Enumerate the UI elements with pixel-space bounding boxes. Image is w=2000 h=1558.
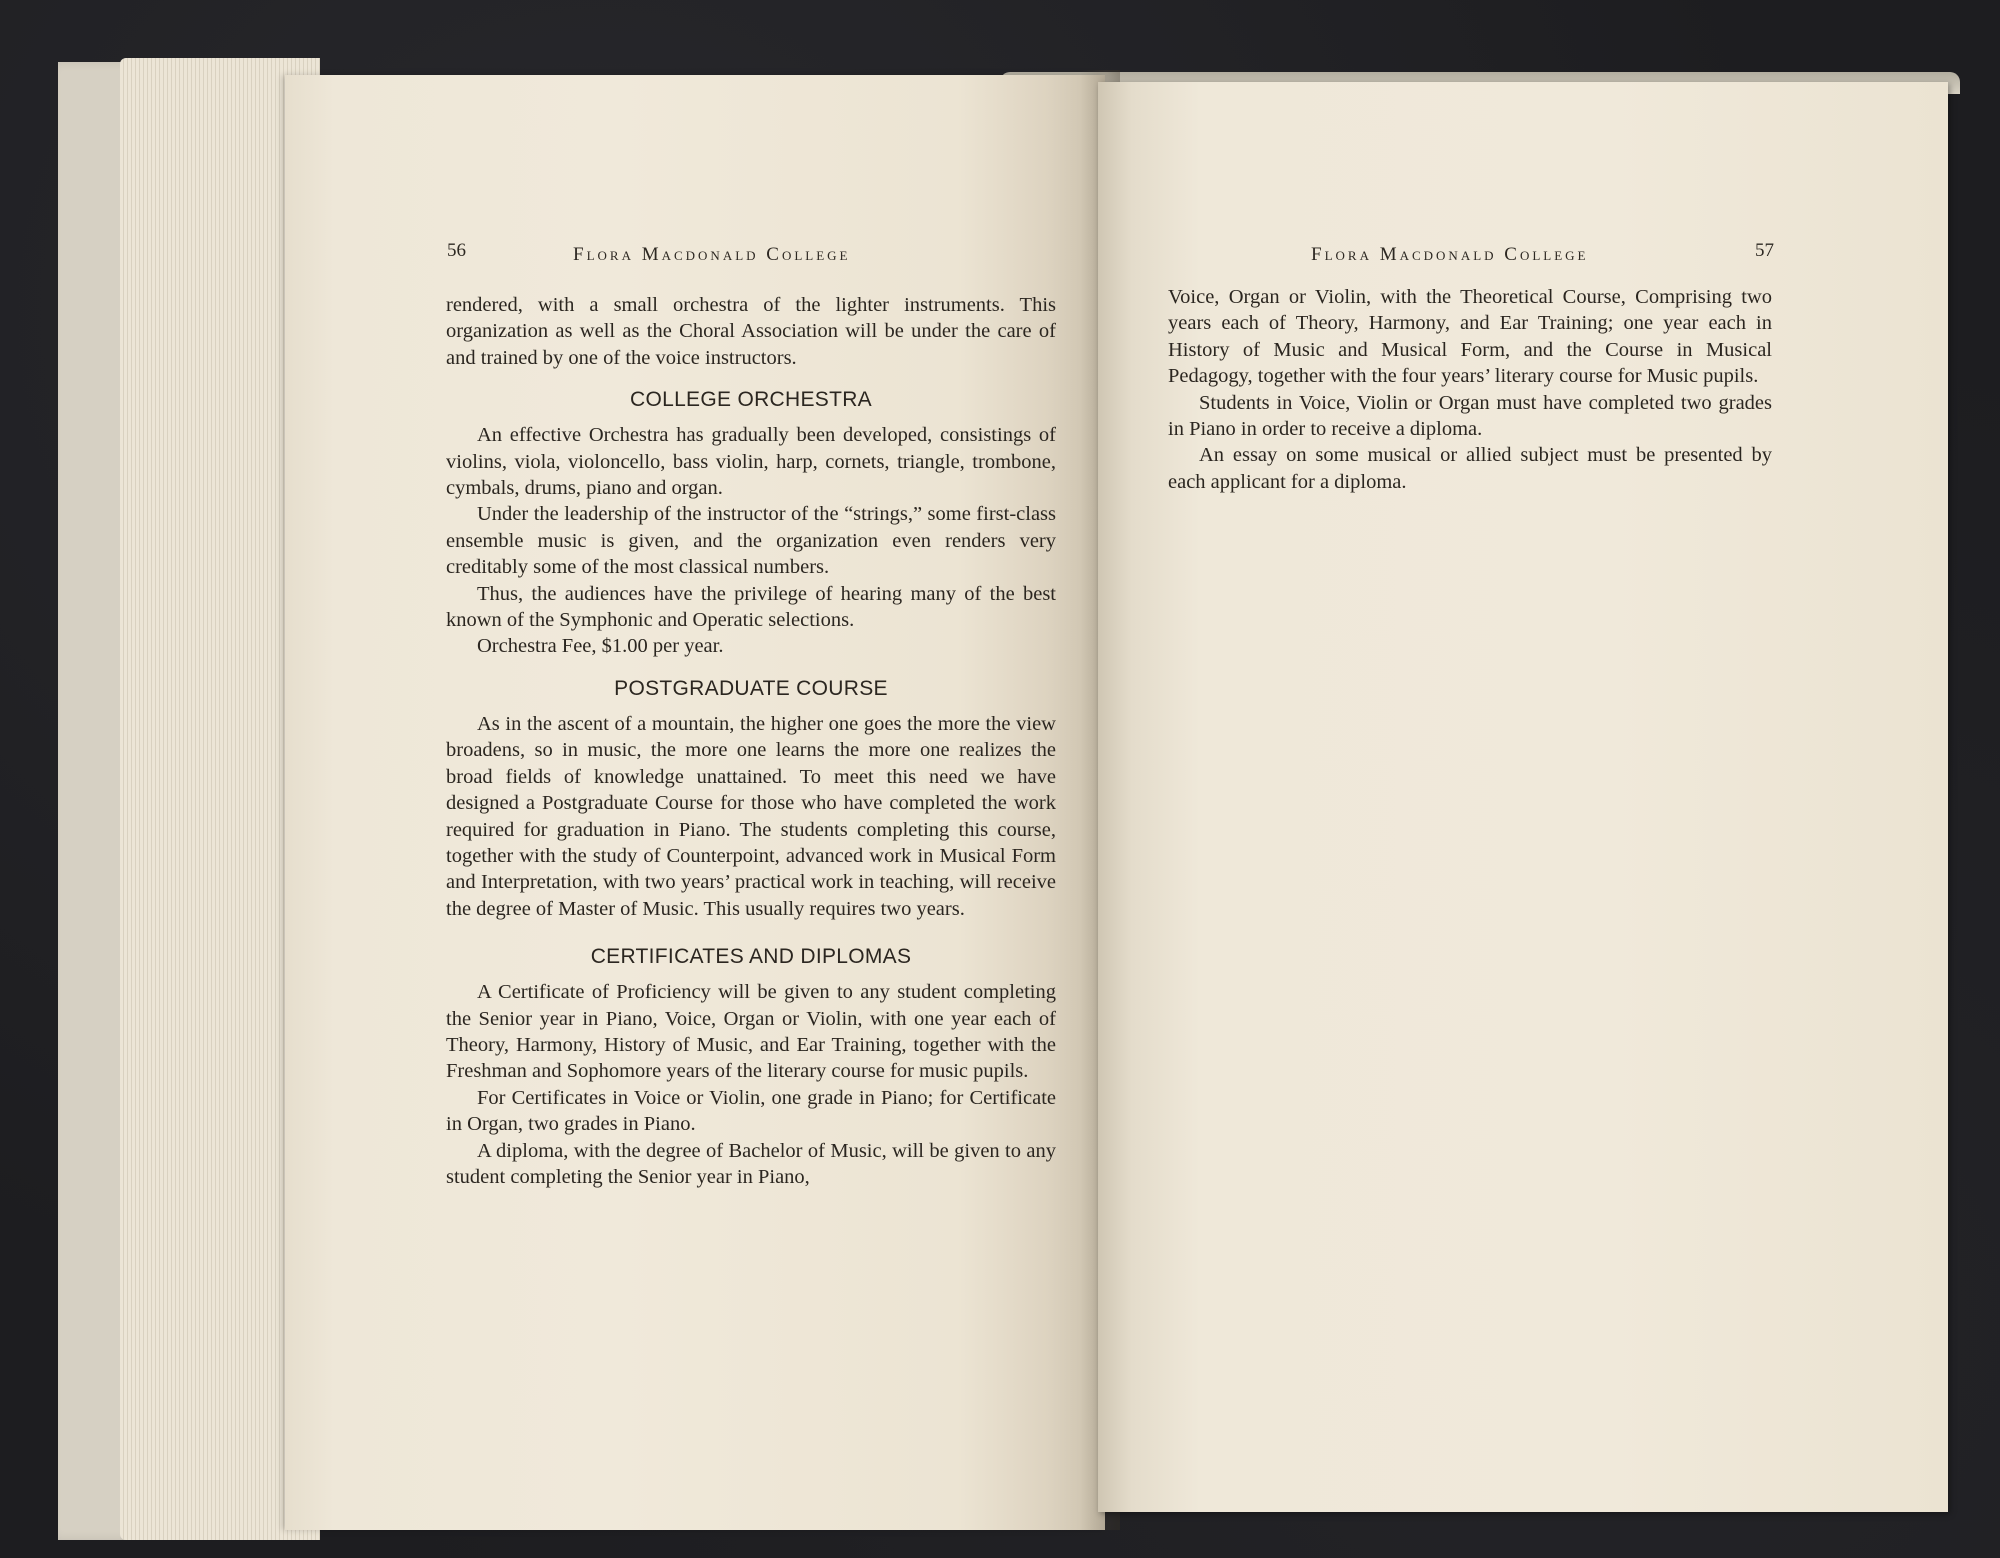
right-page-number: 57 (1755, 240, 1774, 261)
certificates-paragraph-1: A Certificate of Proficiency will be given to any student completing the Senior year in Piano, Voice, Organ or Violin, with one year each of Theory, Harmony, History of Music, and Ear Training, together with the Freshman and Sophomore years of the literary course for music pupils. (446, 981, 1056, 1083)
certificates-paragraph-2: For Certificates in Voice or Violin, one grade in Piano; for Certificate in Organ, two grades in Piano. (446, 1086, 1056, 1136)
right-page-text-column (1168, 284, 1772, 495)
orchestra-fee: Orchestra Fee, $1.00 per year. (477, 635, 724, 658)
orchestra-paragraph-1: An effective Orchestra has gradually been developed, consistings of violins, viola, violoncello, bass violin, harp, cornets, triangle, trombone, cymbals, drums, piano and organ. (446, 424, 1056, 500)
intro-paragraph: rendered, with a small orchestra of the lighter instruments. This organization as well as the Choral Association will be under the care of and trained by one of the voice instructors. (446, 294, 1056, 369)
left-page-number: 56 (447, 240, 466, 261)
heading-certificates-diplomas: CERTIFICATES AND DIPLOMAS (590, 945, 912, 969)
orchestra-paragraph-2: Under the leadership of the instructor of the “strings,” some first-class ensemble music is given, and the organization even renders very creditably some of the most classical numbers. (446, 503, 1056, 579)
right-running-head: Flora Macdonald College (1311, 244, 1589, 265)
diploma-continuation-paragraph: Voice, Organ or Violin, with the Theoretical Course, Comprising two years each of Theory, Harmony, and Ear Training; one year each in History of Music and Musical Form, and the Course in Musical Pedagogy, together with the four years’ literary course for Music pupils. (1168, 286, 1772, 388)
heading-postgraduate-course: POSTGRADUATE COURSE (614, 676, 888, 700)
certificates-paragraph-3: A diploma, with the degree of Bachelor of Music, will be given to any student completing the Senior year in Piano, (446, 1139, 1056, 1188)
postgraduate-paragraph: As in the ascent of a mountain, the higher one goes the more the view broadens, so in music, the more one learns the more one realizes the broad fields of knowledge unattained. To meet this need we have designed a Postgraduate Course for those who have completed the work required for graduation in Piano. The students completing this course, together with the study of Counterpoint, advanced work in Musical Form and Interpretation, with two years’ practical work in teaching, will receive the degree of Master of Music. This usually requires two years. (446, 712, 1056, 920)
left-page-text-column (446, 292, 1056, 1190)
diploma-essay-requirement: An essay on some musical or allied subject must be presented by each applicant for a diploma. (1168, 444, 1772, 493)
diploma-piano-requirement: Students in Voice, Violin or Organ must have completed two grades in Piano in order to receive a diploma. (1168, 391, 1772, 441)
orchestra-paragraph-3: Thus, the audiences have the privilege of hearing many of the best known of the Symphonic and Operatic selections. (446, 582, 1056, 632)
heading-college-orchestra: COLLEGE ORCHESTRA (630, 388, 872, 412)
left-running-head: Flora Macdonald College (573, 244, 851, 265)
